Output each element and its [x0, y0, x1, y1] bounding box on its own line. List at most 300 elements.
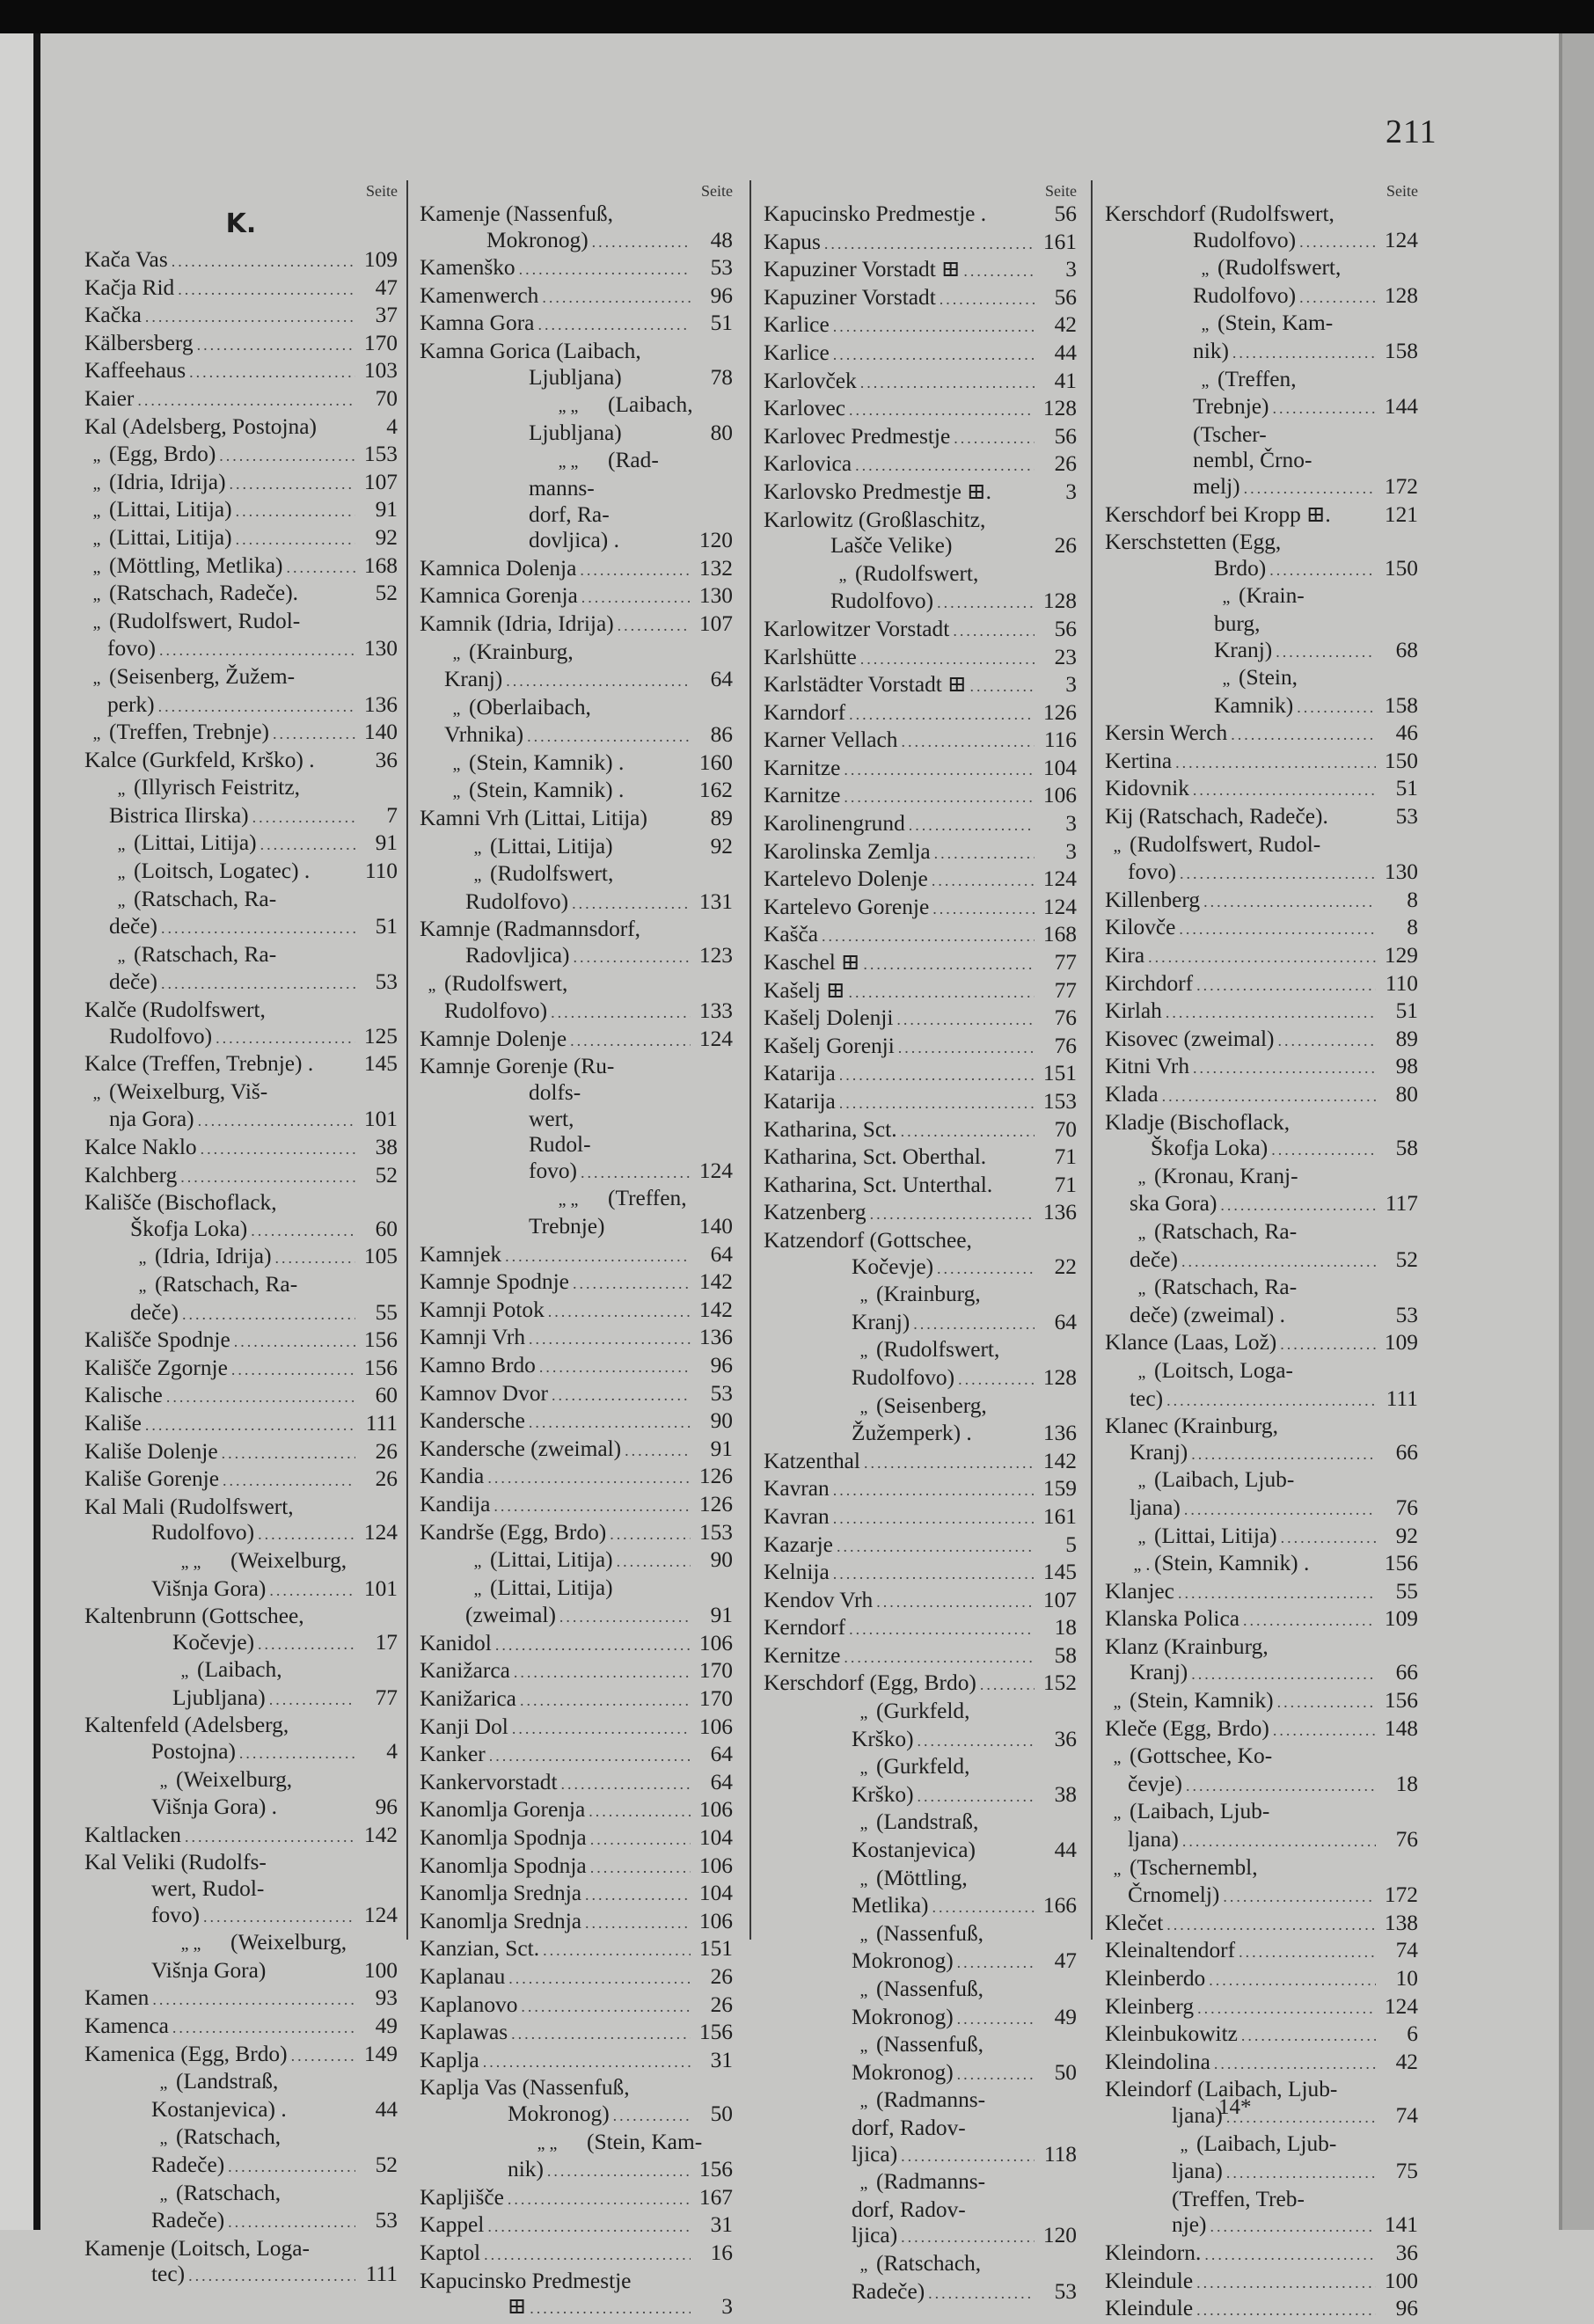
index-entry-line	[84, 1794, 398, 1823]
index-entry	[420, 2130, 733, 2185]
place-name: Karlovica	[764, 451, 852, 477]
index-entry	[420, 2048, 733, 2076]
leader-dots	[585, 1911, 691, 1937]
leader-dots	[547, 2159, 691, 2185]
page-reference: 77	[375, 1685, 398, 1710]
index-entry-line	[1105, 1579, 1418, 1607]
ditto-mark: „	[1201, 259, 1210, 280]
ditto-mark: „	[1180, 2135, 1188, 2155]
index-entry-line	[420, 1132, 733, 1158]
index-entry	[1105, 888, 1418, 916]
index-entry	[764, 340, 1077, 369]
leader-dots	[514, 1660, 691, 1686]
index-entry-line	[764, 2279, 1077, 2307]
place-name: Klada	[1105, 1082, 1159, 1107]
place-name: Kamna Gora	[420, 311, 535, 336]
page-reference: 49	[1054, 2004, 1077, 2029]
index-entry-line	[1105, 283, 1418, 311]
ditto-mark: „ „	[558, 397, 579, 417]
place-name: Kaltenfeld (Adelsberg,	[84, 1713, 289, 1738]
leader-dots	[1191, 1442, 1376, 1468]
place-name: ⊞	[508, 2294, 527, 2320]
ditto-mark: „ .	[1133, 1555, 1151, 1575]
index-entry-line	[84, 1985, 398, 2013]
place-name: Karlice	[764, 312, 830, 338]
place-name: deče)	[130, 1299, 179, 1325]
index-entry	[1105, 2187, 1418, 2240]
place-name: Ljubljana)	[529, 420, 622, 445]
index-entry-line	[420, 1214, 733, 1242]
leader-dots	[901, 1119, 1035, 1145]
leader-dots	[1181, 1249, 1376, 1275]
place-name: Kostanjevica)	[852, 1838, 976, 1863]
index-entry-line	[420, 1242, 733, 1270]
index-entry-line	[84, 1876, 398, 1903]
index-entry-line	[1105, 201, 1418, 228]
place-name: Kavran	[764, 1503, 830, 1529]
leader-dots	[543, 1938, 691, 1964]
place-name: Kamenica (Egg, Brdo)	[84, 2041, 288, 2066]
page-reference: 107	[363, 469, 398, 494]
page-reference: 74	[1395, 2102, 1418, 2128]
page-reference: 111	[365, 2262, 398, 2287]
page-reference: 70	[1054, 1116, 1077, 1142]
index-entry	[84, 470, 398, 498]
index-entry-line	[1105, 2240, 1418, 2269]
place-name: Kamenško	[420, 255, 515, 281]
place-name: fovo)	[151, 1902, 200, 1927]
index-entry-line	[420, 806, 733, 834]
place-name: Kamnica Gorenja	[420, 583, 578, 609]
place-name: Kamnje Gorenje (Ru-	[420, 1054, 615, 1079]
index-entry-line	[420, 2269, 733, 2295]
place-name: Trebnje)	[1193, 394, 1269, 420]
index-entry-line	[420, 1353, 733, 1381]
page-reference: 56	[1054, 616, 1077, 641]
page-reference: 44	[1054, 1838, 1077, 1863]
leader-dots	[239, 1741, 355, 1767]
index-entry-line	[1105, 859, 1418, 888]
leader-dots	[833, 342, 1035, 369]
page-reference: 66	[1395, 1660, 1418, 1685]
index-entry	[764, 230, 1077, 258]
index-entry	[84, 331, 398, 359]
page-reference: 156	[698, 2157, 733, 2182]
leader-dots	[1269, 558, 1376, 584]
leader-dots	[573, 945, 691, 971]
page-reference: 49	[375, 2013, 398, 2038]
place-name: Kerschdorf bei Kropp ⊞.	[1105, 501, 1331, 527]
index-entry-line	[420, 1436, 733, 1465]
page-reference: 128	[1384, 282, 1418, 308]
page-reference: 160	[698, 749, 733, 775]
page-reference: 71	[1054, 1144, 1077, 1170]
index-entry-line	[764, 2116, 1077, 2142]
index-entry-line	[84, 1958, 398, 1986]
leader-dots	[269, 1687, 355, 1714]
index-entry-line	[1105, 448, 1418, 474]
place-name: Kleinaltendorf	[1105, 1938, 1236, 1963]
index-entry	[420, 1297, 733, 1326]
place-name: Kal Veliki (Rudolfs-	[84, 1850, 267, 1875]
page-reference: 52	[375, 1162, 398, 1188]
page-reference: 145	[1042, 1560, 1077, 1585]
index-entry	[420, 2075, 733, 2129]
place-name: (Laibach, Ljub-	[1196, 2130, 1337, 2156]
page-reference: 162	[698, 778, 733, 803]
index-entry	[764, 1089, 1077, 1117]
page-reference: 131	[698, 888, 733, 914]
page-reference: 4	[386, 413, 398, 439]
place-name: Kazarje	[764, 1531, 833, 1557]
ditto-mark: „	[859, 1981, 868, 2000]
index-entry	[764, 783, 1077, 811]
ditto-mark: „	[117, 890, 126, 910]
index-entry	[764, 1699, 1077, 1754]
page-reference: 51	[375, 914, 398, 939]
index-entry-line	[420, 667, 733, 695]
index-entry-line	[1105, 2187, 1418, 2213]
place-name: (Gurkfeld,	[876, 1699, 970, 1724]
page-reference: 38	[1054, 1781, 1077, 1807]
leader-dots	[617, 1549, 691, 1575]
place-name: (Ratschach,	[176, 2180, 282, 2205]
page-reference: 104	[698, 1881, 733, 1906]
page-reference: 104	[1042, 755, 1077, 780]
leader-dots	[1277, 1690, 1376, 1716]
index-entry-line	[1105, 776, 1418, 804]
page-reference: 37	[375, 303, 398, 328]
ditto-mark: „	[473, 837, 482, 858]
leader-dots	[844, 785, 1035, 811]
page-reference: 77	[1054, 950, 1077, 976]
index-entry-line	[764, 839, 1077, 867]
index-entry-line	[764, 922, 1077, 950]
ditto-mark: „	[92, 1083, 101, 1103]
column-header-seite: Seite	[701, 182, 733, 200]
index-entry-line	[764, 1061, 1077, 1089]
index-entry-line	[420, 998, 733, 1027]
index-entry	[420, 1714, 733, 1743]
place-name: Kleindule	[1105, 2296, 1194, 2321]
index-entry	[1105, 1164, 1418, 1219]
ditto-mark: „	[838, 565, 847, 585]
index-entry-line	[420, 1686, 733, 1714]
index-entry	[1105, 998, 1418, 1027]
index-entry	[84, 386, 398, 414]
index-entry-line	[764, 533, 1077, 561]
index-entry-line	[84, 1657, 398, 1685]
page-reference: 110	[1385, 970, 1418, 996]
index-entry-line	[84, 525, 398, 553]
ditto-mark: „	[117, 946, 126, 966]
index-entry-line	[764, 1782, 1077, 1810]
leader-dots	[231, 1357, 355, 1384]
place-name: Karlowitz (Großlaschitz,	[764, 507, 986, 532]
page-reference: 126	[1042, 699, 1077, 725]
place-name: dorf, Radov-	[852, 2115, 966, 2140]
leader-dots	[484, 2242, 691, 2269]
page-reference: 53	[1395, 804, 1418, 829]
leader-dots	[230, 471, 355, 498]
index-entry	[84, 525, 398, 553]
place-name: Kamnji Vrh	[420, 1325, 526, 1350]
place-name: Katzenthal	[764, 1448, 860, 1473]
place-name: ljica)	[852, 2223, 898, 2248]
index-entry	[764, 1061, 1077, 1089]
leader-dots	[145, 304, 355, 331]
place-name: Kačja Rid	[84, 274, 175, 300]
place-name: Kamnik (Idria, Idrija)	[420, 610, 614, 636]
place-name: Killenberg	[1105, 887, 1201, 912]
leader-dots	[1299, 230, 1376, 256]
ditto-mark: „	[1137, 1472, 1146, 1492]
page-reference: 56	[1054, 423, 1077, 449]
page-reference: 18	[1054, 1615, 1077, 1641]
index-entry-line	[84, 1576, 398, 1604]
page-reference: 128	[1042, 396, 1077, 421]
index-entry	[420, 1186, 733, 1241]
page-reference: 77	[1054, 977, 1077, 1003]
index-entry-line	[84, 1190, 398, 1217]
place-name: Kertina	[1105, 748, 1173, 773]
leader-dots	[1214, 2051, 1376, 2078]
place-name: ljana)	[1128, 1827, 1179, 1853]
index-entry-line	[1105, 367, 1418, 395]
leader-dots	[589, 1799, 691, 1825]
place-name: Ljubljana)	[529, 364, 622, 390]
ditto-mark: „	[92, 668, 101, 688]
index-entry-line	[1105, 832, 1418, 860]
place-name: Kranj)	[1130, 1660, 1188, 1685]
index-entry-line	[420, 1797, 733, 1825]
index-entry-line	[1105, 1855, 1418, 1883]
place-name: (Radmanns-	[876, 2087, 986, 2113]
scan-left-margin	[0, 33, 33, 2230]
index-entry-line	[764, 1838, 1077, 1866]
place-name: Kleinberdo	[1105, 1966, 1206, 1991]
place-name: (Ratschach, Ra-	[1154, 1275, 1298, 1300]
place-name: (Treffen, Trebnje)	[109, 720, 269, 745]
index-entry	[764, 1532, 1077, 1560]
index-entry-line	[1105, 1524, 1418, 1552]
ditto-mark: „	[859, 2255, 868, 2275]
index-entry	[1105, 1911, 1418, 1939]
place-name: Metlika)	[852, 1893, 929, 1918]
index-entry	[84, 1190, 398, 1244]
index-entry	[420, 201, 733, 255]
leader-dots	[610, 1522, 691, 1548]
index-entry	[420, 2269, 733, 2322]
index-entry	[420, 556, 733, 584]
index-entry	[764, 811, 1077, 839]
page-reference: 70	[375, 385, 398, 411]
place-name: Kanker	[420, 1742, 486, 1767]
leader-dots	[870, 1202, 1035, 1228]
place-name: (Stein, Kamnik) .	[469, 749, 625, 775]
place-name: Kačka	[84, 303, 142, 328]
index-entry	[420, 1825, 733, 1853]
index-entry	[420, 1381, 733, 1409]
index-entry-line	[420, 392, 733, 420]
column-header-seite: Seite	[1386, 182, 1418, 200]
index-entry-line	[420, 1464, 733, 1492]
page-reference: 58	[1054, 1642, 1077, 1668]
index-entry	[764, 285, 1077, 313]
leader-dots	[530, 2296, 691, 2322]
index-entry-line	[420, 1992, 733, 2021]
page-reference: 124	[1384, 227, 1418, 252]
index-entry-line	[1105, 583, 1418, 611]
place-name: nje)	[1172, 2212, 1207, 2238]
index-entry	[764, 1588, 1077, 1616]
place-name: Katzenberg	[764, 1200, 866, 1225]
leader-dots	[511, 2021, 691, 2048]
place-name: Kandrše (Egg, Brdo)	[420, 1519, 607, 1545]
place-name: Kandia	[420, 1464, 485, 1489]
index-entry	[764, 479, 1077, 508]
column-divider	[749, 180, 751, 1940]
place-name: Kamenje (Loitsch, Loga-	[84, 2235, 310, 2261]
index-entry-line	[764, 2223, 1077, 2251]
index-entry	[420, 1408, 733, 1436]
index-entry-line	[84, 1713, 398, 1739]
place-name: (zweimal)	[465, 1603, 556, 1628]
index-entry	[764, 1449, 1077, 1477]
place-name: (Nassenfuß,	[876, 2032, 983, 2057]
index-entry-line	[420, 1853, 733, 1882]
index-entry-line	[764, 1476, 1077, 1504]
page-reference: 89	[1395, 1026, 1418, 1051]
place-name: Kanidol	[420, 1630, 492, 1655]
index-entry	[1105, 502, 1418, 530]
page-reference: 156	[1384, 1688, 1418, 1714]
place-name: Kladje (Bischoflack,	[1105, 1109, 1291, 1135]
index-entry	[84, 1466, 398, 1495]
leader-dots	[152, 1987, 355, 2013]
page-reference: 150	[1384, 748, 1418, 773]
place-name: (Krainburg,	[469, 639, 574, 664]
place-name: (Littai, Litija)	[109, 524, 232, 550]
place-name: (Illyrisch Feistritz,	[134, 775, 300, 800]
place-name: Karner Vellach	[764, 727, 898, 753]
index-entry-line	[764, 1809, 1077, 1838]
ditto-mark: „	[859, 1703, 868, 1723]
index-entry-line	[420, 1186, 733, 1214]
place-name: (Littai, Litija)	[490, 1547, 613, 1573]
index-entry	[1105, 2296, 1418, 2324]
place-name: Mokronog)	[852, 1948, 954, 1974]
index-entry	[84, 2181, 398, 2236]
index-entry-line	[764, 2251, 1077, 2279]
place-name: Karlshütte	[764, 644, 857, 669]
page-reference: 168	[1042, 922, 1077, 947]
page-reference: 42	[1054, 312, 1077, 338]
index-column-2	[420, 180, 733, 2322]
place-name: Klanec (Krainburg,	[1105, 1414, 1278, 1439]
index-entry-line	[764, 588, 1077, 617]
leader-dots	[286, 555, 355, 581]
ditto-mark: „	[117, 779, 126, 800]
place-name: Kaffeehaus	[84, 358, 186, 384]
ditto-mark: „	[138, 1248, 147, 1268]
place-name: Kamni Vrh (Littai, Litija)	[420, 806, 647, 831]
ditto-mark: „	[859, 1286, 868, 1306]
ditto-mark: „	[1222, 669, 1231, 690]
page-reference: 142	[363, 1822, 398, 1847]
index-entry	[1105, 2131, 1418, 2187]
index-entry	[84, 1272, 398, 1327]
index-entry	[1105, 367, 1418, 422]
place-name: Kitni Vrh	[1105, 1054, 1190, 1079]
place-name: Kersin Werch	[1105, 720, 1228, 746]
index-entry-line	[84, 442, 398, 470]
index-entry-line	[420, 834, 733, 862]
place-name: Kanomlja Srednja	[420, 1908, 582, 1933]
place-name: Kerndorf	[764, 1615, 846, 1641]
place-name: Kranj)	[444, 667, 503, 692]
index-entry-line	[420, 365, 733, 393]
index-entry-line	[84, 2262, 398, 2290]
leader-dots	[581, 585, 691, 611]
place-name: Mokronog)	[852, 2004, 954, 2029]
place-name: Kaltlacken	[84, 1822, 181, 1847]
page-reference: 50	[1054, 2059, 1077, 2085]
index-entry	[420, 583, 733, 611]
place-name: Kranj)	[1130, 1439, 1188, 1465]
index-entry	[420, 1492, 733, 1520]
index-entry	[764, 895, 1077, 923]
index-entry	[1105, 1358, 1418, 1414]
index-entry-line	[84, 1327, 398, 1356]
index-entry-line	[84, 2069, 398, 2097]
page-reference: 153	[363, 442, 398, 467]
page-reference: 96	[1395, 2296, 1418, 2321]
index-entry-line	[84, 1163, 398, 1191]
place-name: Kaier	[84, 385, 135, 411]
index-entry	[420, 339, 733, 392]
ditto-mark: „	[452, 754, 461, 774]
index-entry-line	[1105, 1882, 1418, 1911]
index-entry-line	[420, 2157, 733, 2185]
index-entry-line	[84, 942, 398, 970]
place-name: (Ratschach, Ra-	[134, 941, 277, 967]
page-reference: 92	[1395, 1523, 1418, 1548]
index-entry-line	[1105, 804, 1418, 832]
page-reference: 136	[1042, 1421, 1077, 1446]
page-reference: 124	[1042, 894, 1077, 919]
index-entry	[764, 1754, 1077, 1809]
index-entry-line	[84, 1272, 398, 1300]
index-entry	[764, 2169, 1077, 2251]
index-entry-line	[1105, 1743, 1418, 1772]
place-name: Kleindolina	[1105, 2049, 1210, 2074]
place-name: Vrhnika)	[444, 722, 524, 748]
page-reference: 110	[364, 859, 398, 884]
leader-dots	[1209, 1968, 1376, 1994]
page-reference: 111	[1386, 1385, 1418, 1411]
leader-dots	[969, 674, 1035, 700]
index-entry	[84, 1850, 398, 1930]
index-entry-line	[420, 943, 733, 971]
ditto-mark: „	[180, 1662, 189, 1682]
place-name: tec)	[1130, 1385, 1164, 1411]
index-entry-line	[1105, 1386, 1418, 1414]
place-name: (Landstraß,	[876, 1809, 979, 1835]
page-reference: 166	[1042, 1893, 1077, 1918]
index-entry	[1105, 1855, 1418, 1911]
index-entry	[764, 950, 1077, 978]
